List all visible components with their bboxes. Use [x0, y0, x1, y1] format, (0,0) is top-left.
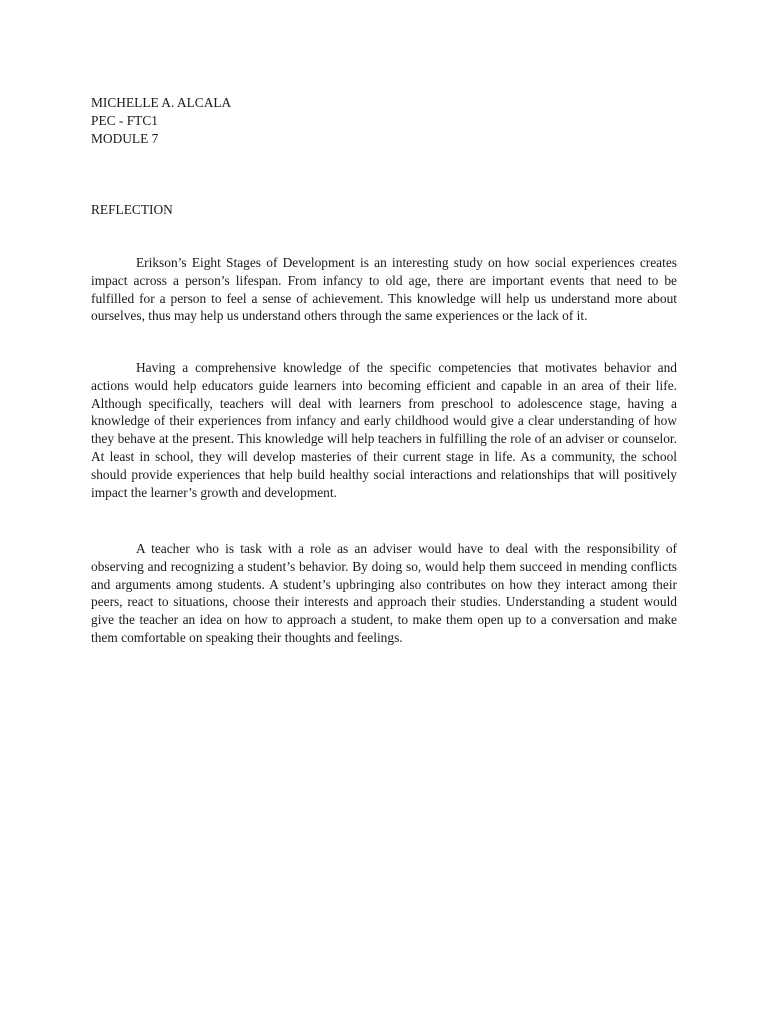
paragraph-text: Having a comprehensive knowledge of the specific competencies that motivates behavior and actions would help educators guide learners into becoming efficient and capable in an area of their life. Although specifically, teachers will deal with learners from preschool to adolescence stage, having a knowledge of their experiences from infancy and early childhood would give a clear understanding of how they behave at the present. This knowledge will help teachers in fulfilling the role of an adviser or counselor. At least in school, they will develop masteries of their current stage in life. As a community, the school should provide experiences that help build healthy social interactions and relationships that will positively impact the learner’s growth and development.: [91, 360, 677, 500]
author-header: [91, 94, 231, 148]
section-title: REFLECTION: [91, 202, 173, 217]
paragraph-1: [91, 254, 677, 325]
author-name: MICHELLE A. ALCALA: [91, 95, 232, 110]
paragraph-2: [91, 359, 677, 501]
paragraph-3: [91, 540, 677, 647]
paragraph-text: Erikson’s Eight Stages of Development is an interesting study on how social experiences creates impact across a person’s lifespan. From infancy to old age, there are important events that need to be fulfilled for a person to feel a sense of achievement. This knowledge will help us understand more about ourselves, thus may help us understand others through the same experiences or the lack of it.: [91, 255, 677, 324]
module-label: MODULE 7: [91, 131, 159, 146]
paragraph-text: A teacher who is task with a role as an adviser would have to deal with the responsibility of observing and recognizing a student’s behavior. By doing so, would help them succeed in mending conflicts and arguments among students. A student’s upbringing also contributes on how they interact among their peers, react to situations, choose their interests and approach their studies. Understanding a student would give the teacher an idea on how to approach a student, to make them open up to a conversation and make them comfortable on speaking their thoughts and feelings.: [91, 541, 677, 645]
course-code: PEC - FTC1: [91, 113, 158, 128]
